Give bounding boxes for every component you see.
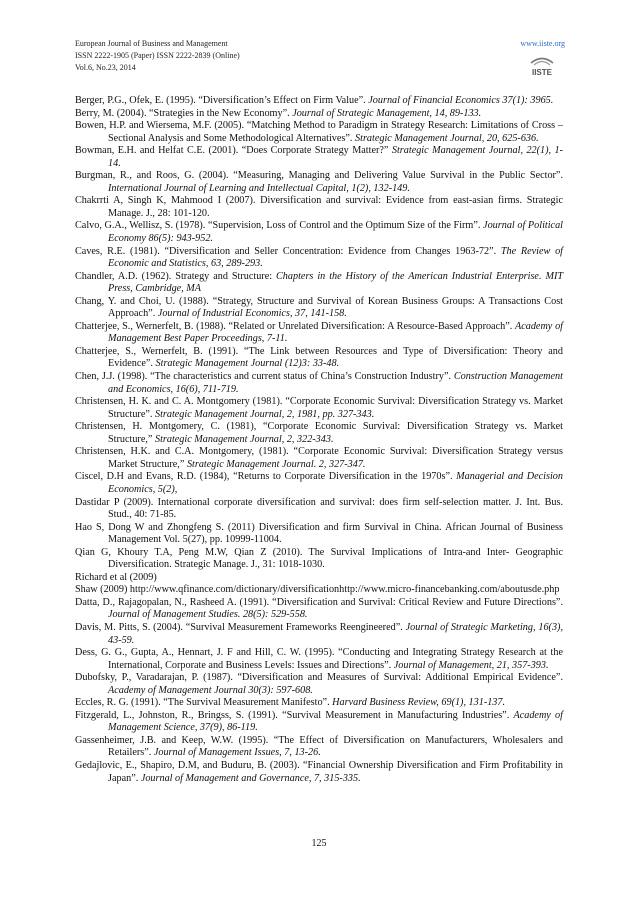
reference-source: Journal of Management Issues, 7, 13-26. <box>153 747 321 759</box>
reference-entry <box>75 95 563 108</box>
reference-entry <box>75 760 563 785</box>
reference-text: Gedajlovic, E., Shapiro, D.M, and Buduru, B. (2003). “Financial Ownership Diversification and Firm Profitability in Japan”. <box>75 759 563 784</box>
reference-entry <box>75 421 563 446</box>
reference-source: The Review of Economic and Statistics, 63, 289-293. <box>108 245 563 270</box>
reference-entry <box>75 497 563 522</box>
page-header <box>75 38 565 94</box>
reference-entry <box>75 271 563 296</box>
reference-entry <box>75 710 563 735</box>
reference-entry <box>75 647 563 672</box>
reference-source: Journal of Management, 21, 357-393. <box>393 659 549 671</box>
reference-text: Chandler, A.D. (1962). Strategy and Structure: <box>75 270 277 282</box>
reference-text: Fitzgerald, L., Johnston, R., Bringss, S. (1991). “Survival Measurement in Manufacturing Industries”. <box>75 709 514 721</box>
reference-entry <box>75 547 563 572</box>
reference-entry <box>75 108 563 121</box>
reference-entry <box>75 371 563 396</box>
journal-title: European Journal of Business and Management <box>75 39 228 48</box>
reference-entry <box>75 396 563 421</box>
reference-source: Strategic Management Journal. 2, 327-347. <box>186 458 366 470</box>
reference-source: Strategic Management Journal, 2, 322-343. <box>154 433 334 445</box>
iiste-logo-icon <box>527 54 557 78</box>
reference-entry <box>75 622 563 647</box>
reference-text: Chakrrti A, Singh K, Mahmood I (2007). Diversification and survival: Evidence from east-asian firms. Strategic Manage. J., 28: 101-120. <box>75 195 563 219</box>
reference-text: Berger, P.G., Ofek, E. (1995). “Diversification’s Effect on Firm Value”. <box>75 95 369 106</box>
logo-text: IISTE <box>531 68 553 77</box>
reference-source: Construction Management and Economics, 16(6), 711-719. <box>108 371 563 395</box>
reference-text: Richard et al (2009) <box>75 571 157 583</box>
reference-text: Shaw (2009) http://www.qfinance.com/dictionary/diversificationhttp://www.micro-financebanking.com/aboutusde.php <box>75 584 560 596</box>
reference-text: Hao S, Dong W and Zhongfeng S. (2011) Diversification and firm Survival in China. African Journal of Business Management Vol. 5(27), pp. 10999-11004. <box>75 521 563 546</box>
reference-source: Journal of Management and Governance, 7, 315-335. <box>140 772 361 784</box>
reference-source: Journal of Industrial Economics, 37, 141-158. <box>157 308 347 320</box>
reference-source: Journal of Management Studies. 28(5): 529-558. <box>108 609 308 621</box>
reference-text: Caves, R.E. (1981). “Diversification and Seller Concentration: Evidence from Changes 1963-72”. <box>75 245 501 257</box>
reference-source: Journal of Strategic Management, 14, 89-133. <box>292 107 482 119</box>
reference-entry <box>75 346 563 371</box>
reference-text: Davis, M. Pitts, S. (2004). “Survival Measurement Frameworks Reengineered”. <box>75 621 406 633</box>
reference-source: Academy of Management Best Paper Proceedings, 7-11. <box>108 320 563 345</box>
reference-text: Dubofsky, P., Varadarajan, P. (1987). “Diversification and Measures of Survival: Additional Empirical Evidence”. <box>75 672 563 684</box>
reference-text: Christensen, H. K. and C. A. Montgomery (1981). “Corporate Economic Survival: Diversification Strategy vs. Market Structure”. <box>75 396 563 420</box>
reference-source: Journal of Political Economy 86(5): 943-952. <box>108 220 564 245</box>
website-link[interactable]: www.iiste.org <box>520 39 565 48</box>
reference-source: Strategic Management Journal (12)3: 33-48. <box>155 358 340 370</box>
reference-text: Dess, G. G., Gupta, A., Hennart, J. F and Hill, C. W. (1995). “Conducting and Integrating Strategy Research at the International, Corporate and Business Levels: Issues and Directions”. <box>75 647 563 671</box>
reference-source: Academy of Management Science, 37(9), 86-119. <box>108 709 563 734</box>
reference-entry <box>75 220 563 245</box>
reference-text: Datta, D., Rajagopalan, N., Rasheed A. (1991). “Diversification and Survival: Critical Review and Future Directions”. <box>75 596 563 608</box>
reference-text: Christensen, H.K. and C.A. Montgomery, (1981). “Corporate Economic Survival: Diversification Strategy versus Market Structure,” <box>75 446 563 470</box>
reference-text: Eccles, R. G. (1991). “The Survival Measurement Manifesto”. <box>75 697 333 709</box>
reference-text: Chatterjee, S., Wernerfelt, B. (1988). “Related or Unrelated Diversification: A Resource-Based Approach”. <box>75 320 515 332</box>
reference-entry <box>75 170 563 195</box>
reference-entry <box>75 321 563 346</box>
reference-text: Chen, J.J. (1998). “The characteristics and current status of China’s Construction Industry”. <box>75 371 454 383</box>
volume-line: Vol.6, No.23, 2014 <box>75 63 136 72</box>
reference-text: Gassenheimer, J.B. and Keep, W.W. (1995). “The Effect of Diversification on Manufacturers, Wholesalers and Retailers”. <box>75 734 563 759</box>
reference-text: Ciscel, D.H and Evans, R.D. (1984), “Returns to Corporate Diversification in the 1970s”. <box>75 471 457 483</box>
reference-text: Dastidar P (2009). International corporate diversification and survival: does firm self-selection matter. J. Int. Bus. Stud., 40: 71-85. <box>75 496 563 521</box>
reference-source: International Journal of Learning and Intellectual Capital, 1(2), 132-149. <box>108 182 410 194</box>
reference-text: Bowman, E.H. and Helfat C.E. (2001). “Does Corporate Strategy Matter?” <box>75 145 392 157</box>
reference-list <box>75 95 563 785</box>
reference-source: Academy of Management Journal 30(3): 597-608. <box>108 684 313 696</box>
reference-text: Bowen, H.P. and Wiersema, M.F. (2005). “Matching Method to Paradigm in Strategy Research: Limitations of Cross – Sectional Analysis and Some Methodological Alternatives”. <box>75 120 563 144</box>
issn-line: ISSN 2222-1905 (Paper) ISSN 2222-2839 (Online) <box>75 51 240 60</box>
reference-source: Chapters in the History of the American Industrial Enterprise. MIT Press, Cambridge, MA <box>108 270 564 295</box>
reference-entry <box>75 145 563 170</box>
reference-text: Christensen, H. Montgomery, C. (1981), “Corporate Economic Survival: Diversification Strategy vs. Market Structure,” <box>75 421 563 445</box>
reference-entry <box>75 572 563 585</box>
reference-entry <box>75 697 563 710</box>
reference-source: Strategic Management Journal, 20, 625-636. <box>355 132 539 144</box>
reference-entry <box>75 597 563 622</box>
reference-entry <box>75 735 563 760</box>
reference-text: Chang, Y. and Choi, U. (1988). “Strategy, Structure and Survival of Korean Business Groups: A Transactions Cost Approach”. <box>75 295 563 320</box>
reference-entry <box>75 120 563 145</box>
reference-text: Qian G, Khoury T.A, Peng M.W, Qian Z (2010). The Survival Implications of Intra-and Inter- Geographic Diversification. Strategic Manage. J., 31: 1018-1030. <box>75 546 563 571</box>
reference-entry <box>75 672 563 697</box>
reference-text: Burgman, R., and Roos, G. (2004). “Measuring, Managing and Delivering Value Survival in the Public Sector”. <box>75 170 563 182</box>
reference-entry <box>75 195 563 220</box>
reference-entry <box>75 522 563 547</box>
reference-source: Journal of Financial Economics 37(1): 3965. <box>368 95 554 106</box>
reference-text: Berry, M. (2004). “Strategies in the New Economy”. <box>75 107 293 119</box>
reference-text: Calvo, G.A., Wellisz, S. (1978). “Supervision, Loss of Control and the Optimum Size of the Firm”. <box>75 220 484 232</box>
reference-entry <box>75 446 563 471</box>
reference-entry <box>75 246 563 271</box>
reference-entry <box>75 584 563 597</box>
reference-source: Harvard Business Review, 69(1), 131-137. <box>332 697 506 709</box>
reference-text: Chatterjee, S., Wernerfelt, B. (1991). “The Link between Resources and Type of Diversification: Theory and Evidence”. <box>75 345 563 370</box>
reference-source: Managerial and Decision Economics, 5(2), <box>108 471 563 495</box>
reference-entry <box>75 296 563 321</box>
page-number: 125 <box>311 838 327 849</box>
reference-source: Journal of Strategic Marketing, 16(3), 43-59. <box>108 621 563 646</box>
reference-entry <box>75 471 563 496</box>
reference-source: Strategic Management Journal, 2, 1981, pp. 327-343. <box>154 408 375 420</box>
reference-source: Strategic Management Journal, 22(1), 1-14. <box>108 145 563 169</box>
